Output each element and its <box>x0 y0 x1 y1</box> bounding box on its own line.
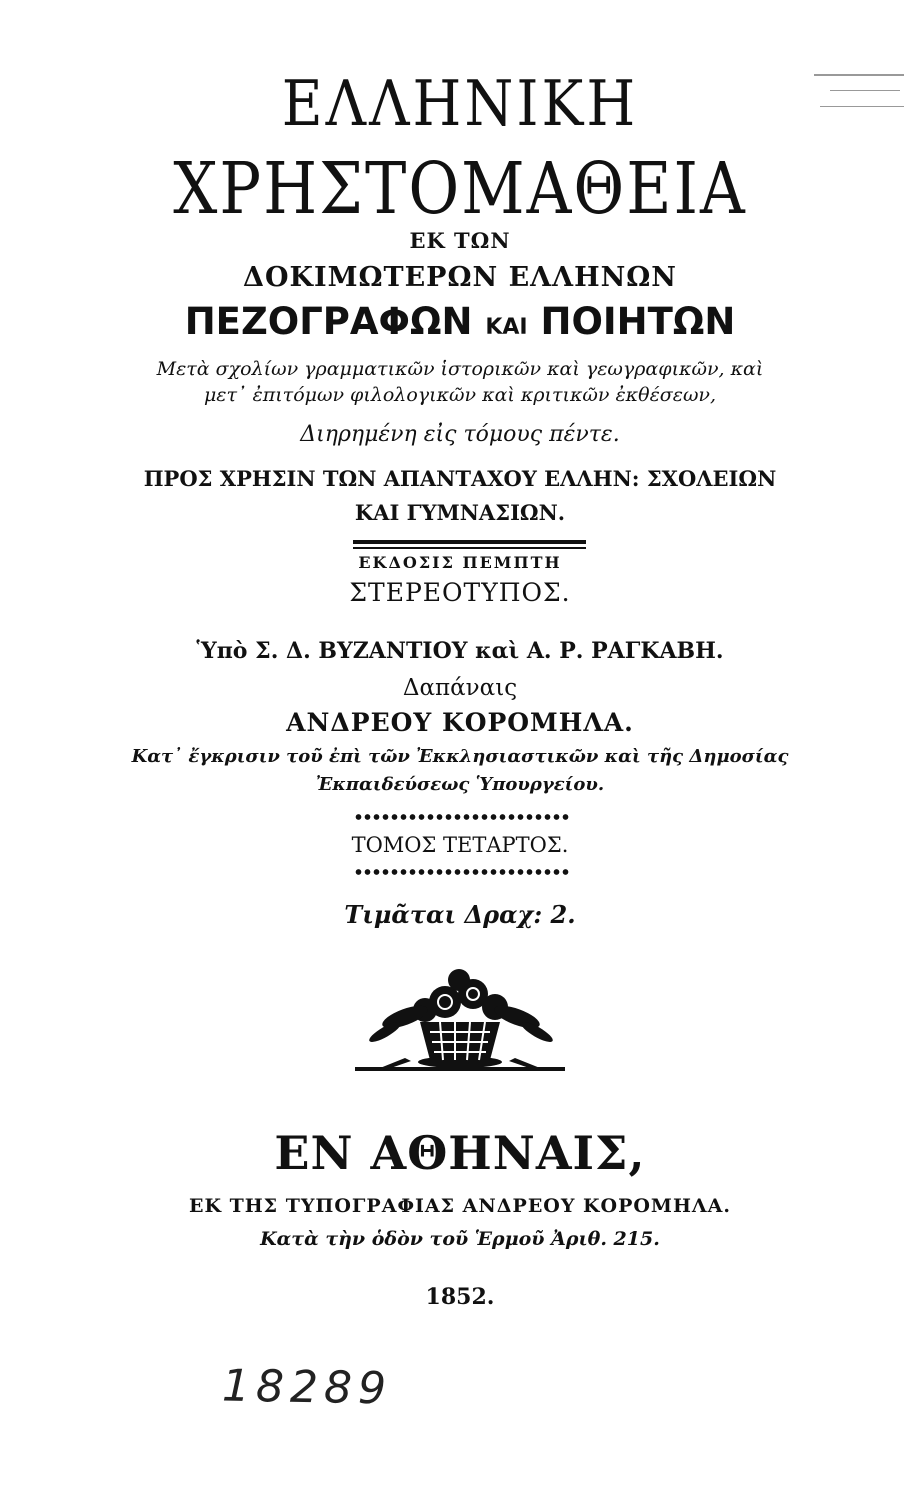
year-line: 1852. <box>425 1284 495 1310</box>
handwritten-inventory-number: 18289 <box>221 1360 393 1415</box>
authors-line: Ὑπὸ Σ. Δ. ΒΥΖΑΝΤΙΟΥ καὶ Α. Ρ. ΡΑΓΚΑΒΗ. <box>196 638 724 664</box>
double-rule-top <box>353 540 586 544</box>
fruit-basket-ornament <box>345 962 575 1074</box>
from-the-line: ΕΚ ΤΩΝ <box>409 228 511 253</box>
divided-line: Διηρημένη εἰς τόμους πέντε. <box>300 422 620 447</box>
approval-line-1: Κατ᾽ ἔγκρισιν τοῦ ἐπὶ τῶν Ἐκκλησιαστικῶν καὶ τῆς Δημοσίας <box>131 746 789 767</box>
printer-line: ΕΚ ΤΗΣ ΤΥΠΟΓΡΑΦΙΑΣ ΑΝΔΡΕΟΥ ΚΟΡΟΜΗΛΑ. <box>188 1195 732 1217</box>
publisher-line: ΑΝΔΡΕΟΥ ΚΟΡΟΜΗΛΑ. <box>286 708 634 737</box>
approval-line-2: Ἐκπαιδεύσεως Ὑπουργείου. <box>315 774 605 795</box>
place-line: ΕΝ ΑΘΗΝΑΙΣ, <box>274 1126 646 1180</box>
comments-line-1: Μετὰ σχολίων γραμματικῶν ἱστορικῶν καὶ γεωγραφικῶν, καὶ <box>156 358 764 380</box>
volume-line: ΤΟΜΟΣ ΤΕΤΑΡΤΟΣ. <box>351 833 569 857</box>
for-use-line-2: ΚΑΙ ΓΥΜΝΑΣΙΩΝ. <box>354 500 566 525</box>
comments-line-2: μετ᾽ ἐπιτόμων φιλολογικῶν καὶ κριτικῶν ἐκθέσεων, <box>203 384 717 406</box>
most-esteemed-line: ΔΟΚΙΜΩΤΕΡΩΝ ΕΛΛΗΝΩΝ <box>243 262 677 293</box>
edition-line: ΕΚΔΟΣΙΣ ΠΕΜΠΤΗ <box>358 553 562 572</box>
for-use-line-1: ΠΡΟΣ ΧΡΗΣΙΝ ΤΩΝ ΑΠΑΝΤΑΧΟΥ ΕΛΛΗΝ: ΣΧΟΛΕΙΩΝ <box>143 466 777 491</box>
prose-poets-line <box>0 300 920 343</box>
price-line: Τιμᾶται Δραχ: 2. <box>344 900 576 929</box>
dotted-rule-top <box>354 813 571 821</box>
poets-word: ΠΟΙΗΤΩΝ <box>540 300 736 343</box>
double-rule-bottom <box>353 547 586 549</box>
dotted-rule-bottom <box>354 868 571 876</box>
title-line-1: ΕΛΛΗΝΙΚΗ <box>281 68 639 141</box>
title-line-2: ΧΡΗΣΤΟΜΑΘΕΙΑ <box>173 146 747 231</box>
at-expense-line: Δαπάναις <box>402 675 518 701</box>
bleed-through-specks <box>800 60 920 120</box>
address-line: Κατὰ τὴν ὁδὸν τοῦ Ἑρμοῦ Ἀριθ. 215. <box>260 1228 660 1250</box>
and-word: ΚΑΙ <box>485 315 528 340</box>
stereotype-line: ΣΤΕΡΕΟΤΥΠΟΣ. <box>349 578 571 607</box>
prose-writers-word: ΠΕΖΟΓΡΑΦΩΝ <box>184 300 473 343</box>
